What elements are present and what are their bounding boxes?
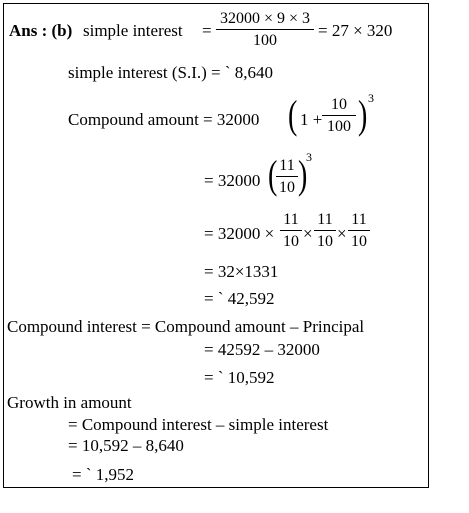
factor-fraction-1 — [280, 212, 302, 250]
growth-formula: = Compound interest – simple interest — [68, 415, 329, 434]
growth-label: Growth in amount — [7, 393, 132, 412]
rate-fraction — [322, 97, 356, 135]
factor-denominator: 10 — [317, 233, 333, 250]
step-32000: = 32000 — [204, 171, 261, 190]
simple-interest-value: simple interest (S.I.) = ` 8,640 — [68, 63, 274, 82]
expanded-prefix: = 32000 × — [204, 224, 275, 243]
right-paren: ) — [357, 92, 368, 137]
factor-numerator: 11 — [317, 211, 333, 228]
simple-interest-label: simple interest — [83, 21, 183, 40]
product-step: = 32×1331 — [204, 262, 279, 281]
factor-fraction-2 — [314, 212, 336, 250]
left-paren: ( — [267, 152, 278, 197]
growth-subtraction: = 10,592 – 8,640 — [68, 436, 184, 455]
si-fraction-denominator: 100 — [253, 32, 277, 49]
fraction-bar — [314, 230, 336, 231]
compound-interest-formula: Compound interest = Compound amount – Principal — [7, 317, 365, 336]
si-fraction-numerator: 32000 × 9 × 3 — [219, 10, 311, 27]
si-fraction — [216, 11, 314, 49]
growth-fraction — [276, 158, 298, 196]
rate-denominator: 100 — [327, 118, 351, 135]
growth-denominator: 10 — [279, 179, 295, 196]
factor-fraction-3 — [348, 212, 370, 250]
factor-numerator: 11 — [351, 211, 367, 228]
rate-numerator: 10 — [331, 96, 347, 113]
answer-label: Ans : (b) — [9, 21, 73, 40]
equals-sign: = — [202, 21, 212, 40]
times-sign: × — [337, 224, 347, 243]
compound-amount-value: = ` 42,592 — [204, 289, 275, 308]
exponent: 3 — [306, 150, 312, 164]
right-paren: ) — [297, 152, 308, 197]
compound-interest-value: = ` 10,592 — [204, 368, 275, 387]
fraction-bar — [276, 176, 298, 177]
times-sign: × — [303, 224, 313, 243]
si-result: = 27 × 320 — [318, 21, 393, 40]
factor-numerator: 11 — [283, 211, 299, 228]
left-paren: ( — [287, 92, 298, 137]
growth-value: = ` 1,952 — [72, 465, 134, 484]
fraction-bar — [280, 230, 302, 231]
fraction-bar — [216, 29, 314, 30]
compound-amount-label: Compound amount = 32000 — [68, 110, 260, 129]
factor-denominator: 10 — [351, 233, 367, 250]
fraction-bar — [348, 230, 370, 231]
growth-numerator: 11 — [279, 157, 295, 174]
factor-denominator: 10 — [283, 233, 299, 250]
one-plus: 1 + — [300, 110, 323, 129]
fraction-bar — [322, 115, 356, 116]
exponent: 3 — [368, 91, 374, 105]
ci-subtraction: = 42592 – 32000 — [204, 340, 320, 359]
